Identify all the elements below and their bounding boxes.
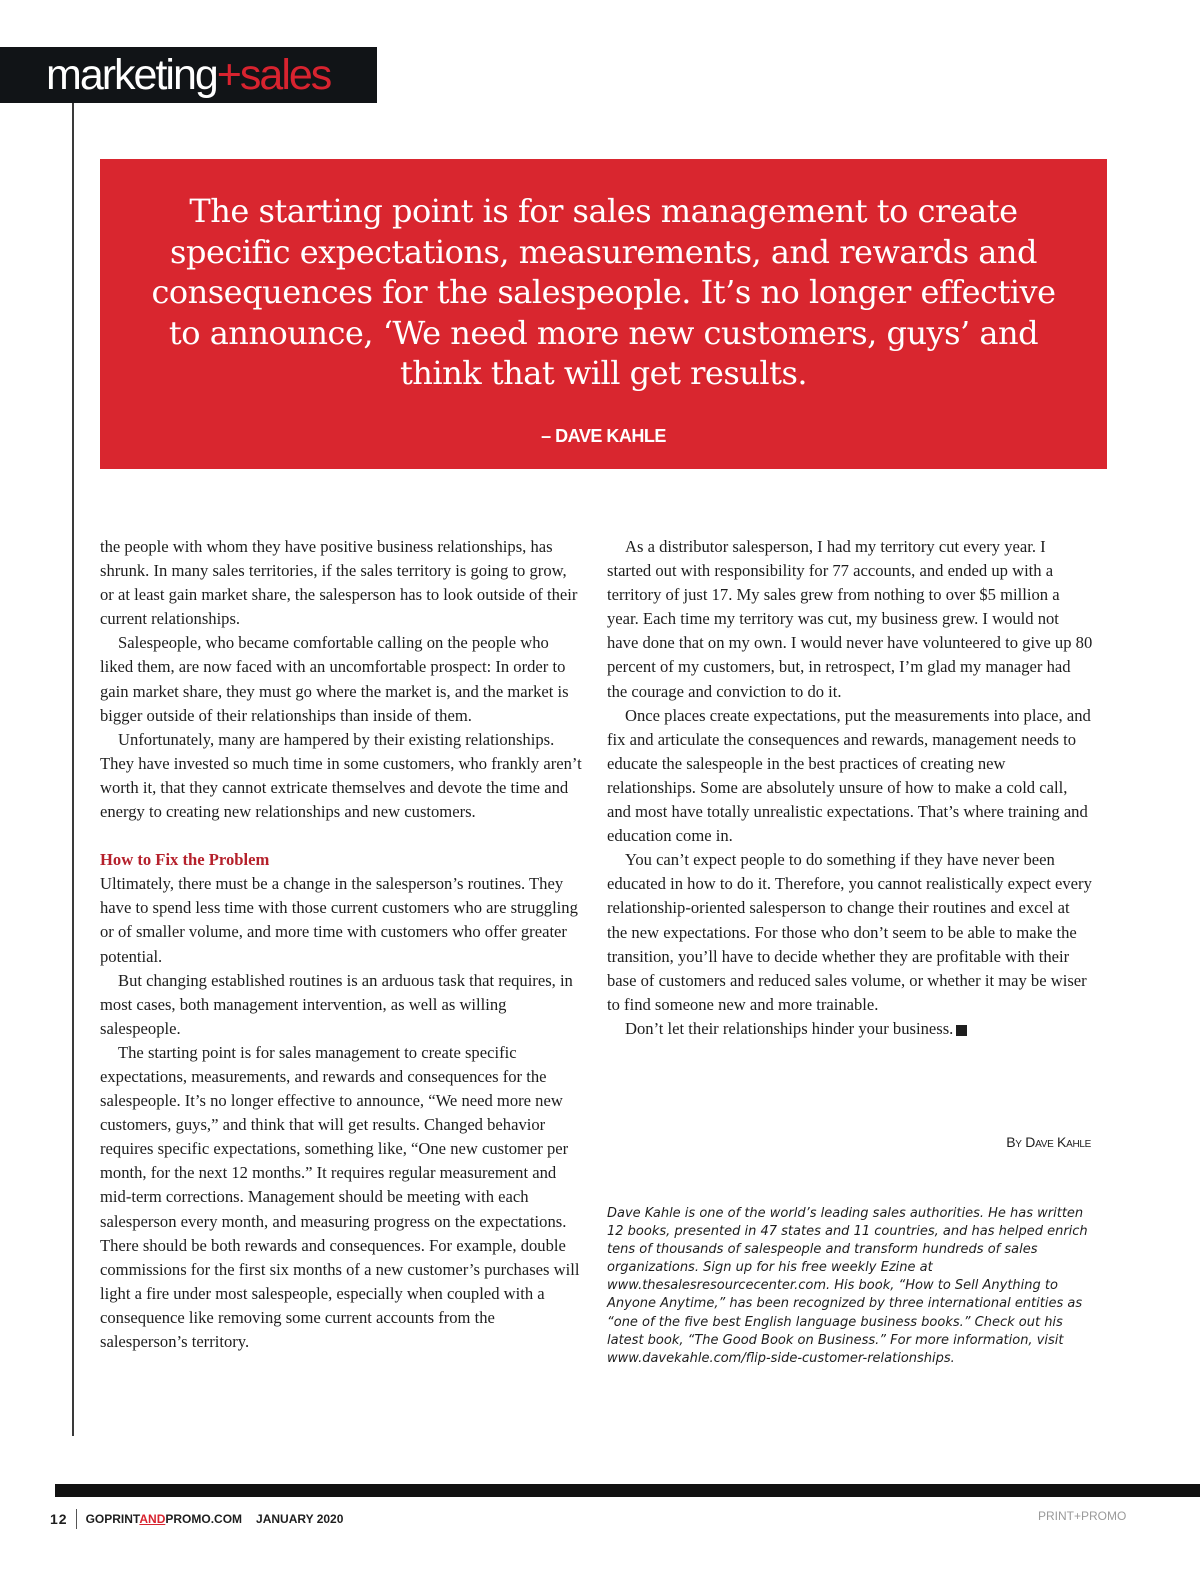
body-paragraph: Ultimately, there must be a change in the salesperson’s routines. They have to spend less time with those current customers who are struggling or of smaller volume, and more time with customers who offer greater potential. [100,874,578,966]
footer-rule [55,1484,1200,1497]
body-paragraph: You can’t expect people to do something if they have never been educated in how to do it. Therefore, you cannot realistically expect every relationship-oriented salesperson to change their routines and excel at the new expectations. For those who don’t seem to be able to make the transition, you’ll have to decide whether they are profitable with their base of customers and reduced sales volume, or whether it may be wiser to find someone new and more trainable. [607,850,1092,1014]
body-paragraph: Salespeople, who became comfortable calling on the people who liked them, are now faced with an uncomfortable prospect: In order to gain market share, they must go where the market is, and the market is bigger outside of their relationships than inside of them. [100,633,569,725]
article-column-right [607,535,1093,1041]
end-of-article-icon: + [956,1025,967,1036]
author-byline: By Dave Kahle [1006,1134,1091,1150]
section-prefix: marketing [46,51,217,99]
closing-text: Don’t let their relationships hinder your business. [625,1018,954,1038]
pull-quote-attribution: – DAVE KAHLE [541,425,666,446]
issue-date: JANUARY 2020 [256,1512,344,1526]
website-prefix: GOPRINT [85,1512,140,1526]
article-column-left [100,535,582,1354]
body-paragraph: But changing established routines is an arduous task that requires, in most cases, both management intervention, as well as willing salespeople. [100,970,573,1038]
left-margin-rule [72,103,74,1436]
body-paragraph: The starting point is for sales management to create specific expectations, measurements, and rewards and consequences for the salespeople. It’s no longer effective to announce, “We need more new customers, guys,” and think that will get results. Changed behavior requires specific expectations, something like, “One new customer per month, for the next 12 months.” It requires regular measurement and mid-term corrections. Management should be meeting with each salesperson every month, and measuring progress on the expectations. There should be both rewards and consequences. For example, double commissions for the first six months of a new customer’s purchases will light a fire under most salespeople, especially when coupled with a consequence like removing some current accounts from the salesperson’s territory. [100,1042,580,1351]
body-paragraph: Once places create expectations, put the measurements into place, and fix and articulate the consequences and rewards, management needs to educate the salespeople in the best practices of creating new relationships. Some are absolutely unsure of how to make a cold call, and most have totally unrealistic expectations. That’s where training and education come in. [607,705,1091,846]
closing-paragraph [607,1017,1093,1041]
section-header [0,47,377,103]
footer-divider [76,1509,77,1529]
body-paragraph: the people with whom they have positive business relationships, has shrunk. In many sales territories, if the sales territory is going to grow, or at least gain market share, the salesperson has to look outside of their current relationships. [100,537,578,629]
website-link[interactable] [86,1512,242,1526]
section-subheading: How to Fix the Problem [100,850,270,870]
pull-quote-text: The starting point is for sales management to create specific expectations, measurements, and rewards and consequences for the salespeople. It’s no longer effective to announce, ‘We need more new customers, guys’ and think that will get results. [151,192,1056,392]
pull-quote-box [100,159,1107,469]
section-plus: + [216,51,240,99]
page-footer-left [50,1509,343,1529]
website-highlight: AND [139,1512,166,1526]
section-suffix: sales [239,51,331,99]
author-bio: Dave Kahle is one of the world’s leading sales authorities. He has written 12 books, presented in 47 states and 11 countries, and has helped enrich tens of thousands of salespeople and transform hundreds of sales organizations. Sign up for his free weekly Ezine at www.thesalesresourcecenter.com. His book, “How to Sell Anything to Anyone Anytime,” has been recognized by three international entities as “one of the five best English language business books.” Check out his latest book, “The Good Book on Business.” For more information, visit www.davekahle.com/flip-side-customer-relationships. [607,1206,1088,1366]
publication-name: PRINT+PROMO [1038,1509,1127,1523]
page-number: 12 [50,1511,68,1527]
body-paragraph: As a distributor salesperson, I had my territory cut every year. I started out with responsibility for 77 accounts, and ended up with a territory of just 17. My sales grew from nothing to over $5 million a year. Each time my territory was cut, my business grew. I would not have done that on my own. I would never have volunteered to give up 80 percent of my customers, but, in retrospect, I’m glad my manager had the courage and conviction to do it. [607,537,1093,701]
body-paragraph: Unfortunately, many are hampered by their existing relationships. They have invested so much time in some customers, who frankly aren’t worth it, that they cannot extricate themselves and devote the time and energy to creating new relationships and new customers. [100,729,582,822]
website-suffix: PROMO.COM [165,1512,243,1526]
